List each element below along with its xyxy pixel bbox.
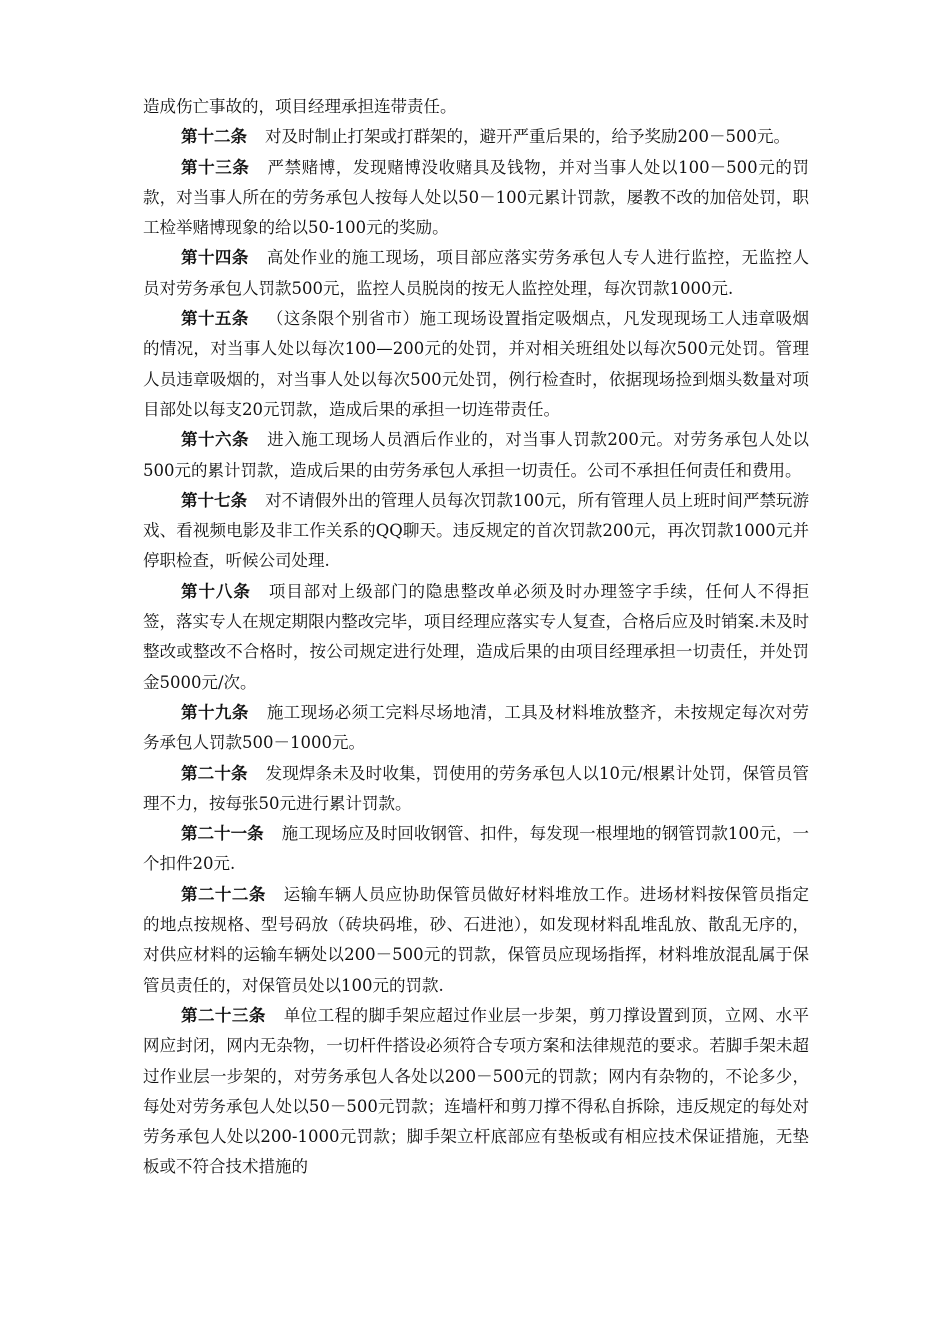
article-19 [143, 698, 809, 759]
article-16 [143, 425, 809, 486]
article-text: 进入施工现场人员酒后作业的，对当事人罚款200元。对劳务承包人处以500元的累计罚款，造成后果的由劳务承包人承担一切责任。公司不承担任何责任和费用。 [143, 430, 809, 480]
article-14 [143, 243, 809, 304]
article-18 [143, 577, 809, 698]
article-text: 运输车辆人员应协助保管员做好材料堆放工作。进场材料按保管员指定的地点按规格、型号码放（砖块码堆，砂、石进池），如发现材料乱堆乱放、散乱无序的，对供应材料的运输车辆处以200－500元的罚款，保管员应现场指挥，材料堆放混乱属于保管员责任的，对保管员处以100元的罚款. [143, 884, 810, 995]
article-heading: 第十二条 [181, 127, 247, 147]
article-15 [143, 304, 809, 425]
article-text: 单位工程的脚手架应超过作业层一步架，剪刀撑设置到顶，立网、水平网应封闭，网内无杂物，一切杆件搭设必须符合专项方案和法律规范的要求。若脚手架未超过作业层一步架的，对劳务承包人各处以200－500元的罚款；网内有杂物的，不论多少，每处对劳务承包人处以50－500元罚款；连墙杆和剪刀撑不得私自拆除，违反规定的每处对劳务承包人处以200-1000元罚款；脚手架立杆底部应有垫板或有相应技术保证措施，无垫板或不符合技术措施的 [143, 1005, 810, 1177]
article-text: 严禁赌博，发现赌博没收赌具及钱物，并对当事人处以100－500元的罚款，对当事人所在的劳务承包人按每人处以50－100元累计罚款，屡教不改的加倍处罚，职工检举赌博现象的给以50-100元的奖励。 [143, 157, 809, 238]
article-12 [143, 122, 809, 152]
article-20 [143, 759, 809, 820]
article-heading: 第十六条 [181, 430, 250, 450]
article-text: 施工现场必须工完料尽场地清，工具及材料堆放整齐，未按规定每次对劳务承包人罚款500－1000元。 [143, 702, 810, 753]
article-text: （这条限个别省市）施工现场设置指定吸烟点，凡发现现场工人违章吸烟的情况，对当事人处以每次100—200元的处罚，并对相关班组处以每次500元处罚。管理人员违章吸烟的，对当事人处以每次500元处罚，例行检查时，依据现场捡到烟头数量对项目部处以每支20元罚款，造成后果的承担一切连带责任。 [143, 309, 810, 419]
article-17 [143, 486, 809, 577]
article-text: 高处作业的施工现场，项目部应落实劳务承包人专人进行监控，无监控人员对劳务承包人罚款500元，监控人员脱岗的按无人监控处理，每次罚款1000元. [143, 248, 810, 298]
article-heading: 第二十三条 [181, 1005, 266, 1025]
article-heading: 第十九条 [181, 702, 249, 722]
article-heading: 第二十一条 [181, 824, 264, 844]
article-text: 施工现场应及时回收钢管、扣件，每发现一根埋地的钢管罚款100元，一个扣件20元. [143, 824, 810, 874]
article-heading: 第二十二条 [181, 884, 266, 904]
article-23 [143, 1001, 809, 1183]
article-21 [143, 819, 809, 880]
article-13 [143, 153, 809, 244]
article-heading: 第十三条 [181, 157, 250, 177]
article-heading: 第二十条 [181, 763, 248, 783]
paragraph-continuation [143, 92, 809, 122]
article-text: 发现焊条未及时收集，罚使用的劳务承包人以10元/根累计处罚，保管员管理不力，按每张50元进行累计罚款。 [143, 763, 810, 813]
article-22 [143, 880, 809, 1001]
paragraph-text: 造成伤亡事故的，项目经理承担连带责任。 [143, 97, 457, 116]
article-text: 对不请假外出的管理人员每次罚款100元，所有管理人员上班时间严禁玩游戏、看视频电影及非工作关系的QQ聊天。违反规定的首次罚款200元，再次罚款1000元并停职检查，听候公司处理. [143, 490, 810, 571]
article-text: 对及时制止打架或打群架的，避开严重后果的，给予奖励200－500元。 [265, 127, 790, 147]
article-heading: 第十四条 [181, 248, 249, 268]
document-body [143, 92, 809, 1183]
article-heading: 第十八条 [181, 581, 251, 601]
article-heading: 第十五条 [181, 309, 249, 329]
article-heading: 第十七条 [181, 490, 248, 510]
article-text: 项目部对上级部门的隐患整改单必须及时办理签字手续，任何人不得拒签，落实专人在规定期限内整改完毕，项目经理应落实专人复查，合格后应及时销案.未及时整改或整改不合格时，按公司规定进行处理，造成后果的由项目经理承担一切责任，并处罚金5000元/次。 [143, 581, 810, 692]
